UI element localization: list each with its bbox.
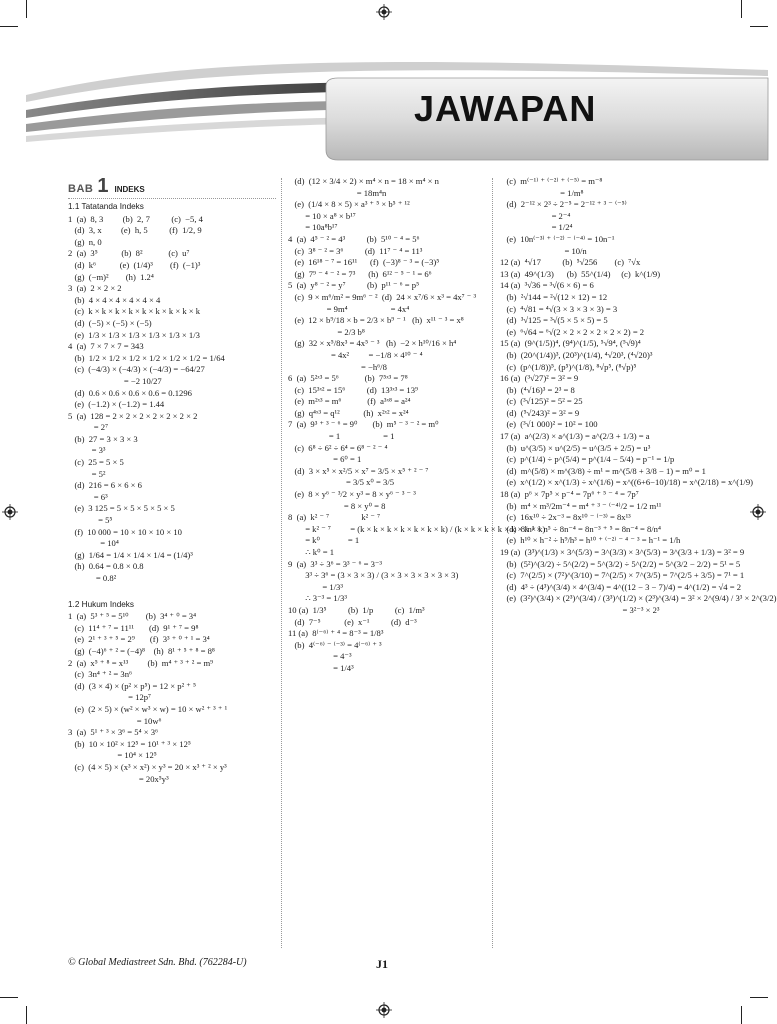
answer-line: (e) 3 125 = 5 × 5 × 5 × 5 × 5 <box>68 503 175 514</box>
answer-line: 19 (a) (3³)^(1/3) × 3^(5/3) = 3^(3/3) × 3^(5/3) = 3^(3/3 + 1/3) = 3² = 9 <box>500 547 745 557</box>
chapter-number: 1 <box>97 175 109 197</box>
answer-line: 14 (a) ³√36 = ³√(6 × 6) = 6 <box>500 280 594 291</box>
answer-line: 3 (a) 5¹ ⁺ ³ × 3⁶ = 5⁴ × 3⁶ <box>68 727 159 738</box>
answer-line: (c) 7^(2/5) × (7²)^(3/10) = 7^(2/5) × 7^(3/5) = 7^(2/5 + 3/5) = 7¹ = 1 <box>500 570 745 581</box>
answer-line: = 0.8² <box>68 573 117 583</box>
answer-line: (c) 25 = 5 × 5 <box>68 457 124 468</box>
answer-line: = 2⁻⁴ <box>500 210 571 221</box>
answer-line: (e) x^(1/2) × x^(1/3) ÷ x^(1/6) = x^((6+6−10)/18) = x^(2/18) = x^(1/9) <box>500 477 753 488</box>
crop-mark <box>0 997 18 998</box>
answer-line: (d) m^(5/8) × m^(3/8) ÷ m¹ = m^(5/8 + 3/8 − 1) = m⁰ = 1 <box>500 465 706 476</box>
answer-line: 12 (a) ⁴√17 (b) ⁵√256 (c) ⁷√x <box>500 257 641 268</box>
crop-mark <box>741 0 742 18</box>
registration-mark-top <box>376 4 392 20</box>
copyright-footer: © Global Mediastreet Sdn. Bhd. (762284-U) <box>68 957 247 968</box>
answer-line: 7 (a) 9³ ⁺ ³ ⁻ ⁶ = 9⁰ (b) m⁵ ⁻ ³ ⁻ ² = m⁰ <box>288 419 439 430</box>
answer-line: = 4⁻³ <box>288 651 352 662</box>
answer-line: (c) (−4/3) × (−4/3) × (−4/3) = −64/27 <box>68 364 205 375</box>
answer-line: 10 (a) 1/3⁵ (b) 1/p (c) 1/m³ <box>288 604 425 615</box>
answer-line: (d) 216 = 6 × 6 × 6 <box>68 480 142 491</box>
answer-line: (g) n, 0 <box>68 236 102 247</box>
answer-line: 3 (a) 2 × 2 × 2 <box>68 283 122 294</box>
answer-line: (d) (3 × 4) × (p² × p⁵) = 12 × p² ⁺ ⁵ <box>68 680 196 691</box>
answer-line: 2 (a) x⁵ ⁺ ⁸ = x¹³ (b) m⁴ ⁺ ³ ⁺ ² = m⁹ <box>68 657 214 668</box>
answer-line: (c) (p^(1/8))⁵, (p⁵)^(1/8), ⁸√p⁵, (⁸√p)⁵ <box>500 361 637 372</box>
answer-line: = 2⁷ <box>68 422 109 433</box>
crop-mark <box>750 26 768 27</box>
answer-column-1 <box>68 176 276 785</box>
column-divider <box>492 178 493 948</box>
answer-line: (d) k⁶ (e) (1/4)³ (f) (−1)³ <box>68 259 201 270</box>
answer-line: (d) 7⁻⁵ (e) x⁻¹ (d) d⁻³ <box>288 616 417 627</box>
answer-line: (c) 3⁸ ⁻ ² = 3⁶ (d) 11⁷ ⁻ ⁴ = 11³ <box>288 245 423 256</box>
answer-line: (f) 10 000 = 10 × 10 × 10 × 10 <box>68 526 182 537</box>
answer-line: = 1/2⁴ <box>500 222 573 233</box>
answer-line: (d) ³√125 = ³√(5 × 5 × 5) = 5 <box>500 315 608 326</box>
answer-line: (h) 0.64 = 0.8 × 0.8 <box>68 561 144 572</box>
answer-line: (g) (−4)⁶ ⁺ ² = (−4)⁸ (h) 8¹ ⁺ ⁵ ⁺ ⁸ = 8⁸ <box>68 645 215 656</box>
chapter-label: BAB <box>68 183 94 195</box>
answer-line: = 10⁴ <box>68 538 119 549</box>
answer-line: (e) (3²)^(3/4) × (2³)^(3/4) / (3³)^(1/2) × (2³)^(3/4) = 3² × 2^(9/4) / 3³ × 2^(3/2) <box>500 593 777 604</box>
answer-line: (d) 8/n³ × n⁵ ÷ 8n⁻⁴ = 8n⁻³ ⁺ ⁵ = 8n⁻⁴ = 8/n⁴ <box>500 523 661 534</box>
answer-line: (e) (³√1 000)² = 10² = 100 <box>500 419 598 430</box>
answer-line: 15 (a) (9^(1/5))⁴, (9⁴)^(1/5), ⁵√9⁴, (⁵√9)⁴ <box>500 338 641 349</box>
answer-line: 11 (a) 8⁽⁻⁶⁾ ⁺ ⁴ = 8⁻³ = 1/8³ <box>288 628 384 639</box>
answer-list-col3 <box>500 176 777 617</box>
answer-line: (c) ⁴√81 = ⁴√(3 × 3 × 3 × 3) = 3 <box>500 303 618 314</box>
answer-line: 1 (a) 5³ ⁺ ⁵ = 5¹⁰ (b) 3⁴ ⁺ ⁰ = 3⁴ <box>68 611 197 622</box>
answer-line: (e) 1/3 × 1/3 × 1/3 × 1/3 × 1/3 × 1/3 <box>68 329 200 340</box>
answer-line: 5 (a) y⁸ ⁻ ² = y⁷ (b) p¹¹ ⁻ ⁶ = p⁵ <box>288 280 420 291</box>
answer-line: 4 (a) 4⁵ ⁻ ² = 4³ (b) 5¹⁰ ⁻ ⁴ = 5⁶ <box>288 233 420 244</box>
answer-line: = 3²⁻³ × 2³ <box>500 604 660 615</box>
answer-line: = 5² <box>68 468 106 479</box>
answer-line: 5 (a) 128 = 2 × 2 × 2 × 2 × 2 × 2 × 2 <box>68 410 198 421</box>
answer-column-3 <box>500 176 777 617</box>
answer-line: = 6³ <box>68 491 108 502</box>
answer-line: (d) 0.6 × 0.6 × 0.6 × 0.6 = 0.1296 <box>68 387 192 398</box>
answer-line: = 1 = 1 <box>288 431 395 442</box>
answer-line: 9 (a) 3³ ÷ 3⁶ = 3³ ⁻ ⁶ = 3⁻³ <box>288 558 383 569</box>
answer-line: = 18m⁴n <box>288 187 387 198</box>
answer-line: 1 (a) 8, 3 (b) 2, 7 (c) −5, 4 <box>68 213 203 224</box>
answer-line: (d) 4³ ÷ (4³)^(3/4) × 4^(3/4) = 4^((12 − 3 − 7)/4) = 4^(1/2) = √4 = 2 <box>500 581 742 592</box>
answer-line: 2 (a) 3⁵ (b) 8² (c) u⁷ <box>68 248 190 259</box>
answer-line: (b) ²√144 = ²√(12 × 12) = 12 <box>500 291 608 302</box>
registration-mark-left <box>2 504 18 520</box>
page-title: JAWAPAN <box>414 88 597 129</box>
registration-mark-right <box>750 504 766 520</box>
section-heading: 1.1 Tatatanda Indeks <box>68 202 144 211</box>
chapter-heading <box>68 176 276 199</box>
answer-line: (d) (−5) × (−5) × (−5) <box>68 317 152 328</box>
answer-line: = 1/3³ <box>288 581 343 592</box>
crop-mark <box>750 997 768 998</box>
answer-line: (d) (12 × 3/4 × 2) × m⁴ × n = 18 × m⁴ × n <box>288 176 439 186</box>
answer-line: (c) k × k × k × k × k × k × k × k × k <box>68 306 201 317</box>
answer-line: (d) 2⁻¹² × 2³ ÷ 2⁻⁵ = 2⁻¹² ⁺ ³ ⁻ ⁽⁻⁵⁾ <box>500 199 627 210</box>
answer-line: = 3³ <box>68 445 106 456</box>
answer-line: = 1/4³ <box>288 662 354 673</box>
answer-line: (e) 16¹⁸ ⁻ ⁷ = 16¹¹ (f) (−3)⁸ ⁻ ³ = (−3)⁵ <box>288 257 440 268</box>
chapter-title: INDEKS <box>114 185 145 194</box>
answer-line: = 5⁵ <box>68 515 113 526</box>
answer-list-1-2 <box>68 611 276 785</box>
crop-mark <box>0 26 18 27</box>
answer-line: (d) (⁵√243)² = 3² = 9 <box>500 407 580 418</box>
answer-line: = k² ⁻ ⁷ = (k × k × k × k × k × k × k) / (k × k × k × k × k × k × k) <box>288 523 546 534</box>
answer-line: = −h⁶/8 <box>288 361 387 372</box>
answer-line: (d) 3, x (e) h, 5 (f) 1/2, 9 <box>68 225 202 236</box>
answer-line: = k⁰ = 1 <box>288 535 360 546</box>
answer-line: (c) (³√125)² = 5² = 25 <box>500 396 583 407</box>
answer-line: (e) 10n⁽⁻³⁾ ⁺ ⁽⁻²⁾ ⁻ ⁽⁻⁴⁾ = 10n⁻¹ <box>500 233 615 244</box>
answer-line: (e) 2¹ ⁺ ³ ⁺ ⁵ = 2⁹ (f) 3³ ⁺ ⁰ ⁺ ¹ = 3⁴ <box>68 634 210 645</box>
answer-line: = 12p⁷ <box>68 692 152 703</box>
answer-line: (e) (2 × 5) × (w² × w³ × w) = 10 × w² ⁺ ³ ⁺ ¹ <box>68 703 228 714</box>
answer-line: ∴ 3⁻³ = 1/3³ <box>288 593 347 604</box>
answer-line: 16 (a) (³√27)² = 3² = 9 <box>500 373 579 384</box>
answer-line: = 10 × a⁸ × b¹⁷ <box>288 210 356 221</box>
answer-line: = 3/5 x⁰ = 3/5 <box>288 477 394 488</box>
answer-line: 4 (a) 7 × 7 × 7 = 343 <box>68 341 144 352</box>
answer-line: (b) (5²)^(3/2) ÷ 5^(2/2) = 5^(3/2) ÷ 5^(2/2) = 5^(3/2 − 2/2) = 5¹ = 5 <box>500 558 741 569</box>
answer-line: (b) 4 × 4 × 4 × 4 × 4 × 4 <box>68 294 161 305</box>
answer-line: (e) (−1.2) × (−1.2) = 1.44 <box>68 399 165 410</box>
answer-line: (b) 1/2 × 1/2 × 1/2 × 1/2 × 1/2 × 1/2 = 1/64 <box>68 352 225 363</box>
answer-line: = −2 10/27 <box>68 375 162 386</box>
answer-line: (c) 11⁴ ⁺ ⁷ = 11¹¹ (d) 9¹ ⁺ ⁷ = 9⁸ <box>68 622 199 633</box>
answer-line: = 8 × y⁰ = 8 <box>288 500 386 511</box>
answer-line: (e) h¹⁰ × h⁻² ÷ h⁹/h³ = h¹⁰ ⁺ ⁽⁻²⁾ ⁻ ⁴ ⁻ ³ = h⁻¹ = 1/h <box>500 535 681 546</box>
answer-line: 18 (a) p⁶ × 7p⁵ × p⁻⁴ = 7p⁶ ⁺ ⁵ ⁻ ⁴ = 7p⁷ <box>500 489 639 500</box>
answer-line: = 10/n <box>500 245 587 256</box>
answer-line: (d) 3 × x⁵ × x²/5 × x⁷ = 3/5 × x⁵ ⁺ ² ⁻ ⁷ <box>288 465 429 476</box>
answer-line: (g) 1/64 = 1/4 × 1/4 × 1/4 = (1/4)³ <box>68 549 193 560</box>
answer-line: (c) 3n⁴ ⁺ ² = 3n⁶ <box>68 669 133 680</box>
answer-line: (b) (⁴√16)³ = 2³ = 8 <box>500 384 575 395</box>
answer-line: (b) 27 = 3 × 3 × 3 <box>68 433 138 444</box>
answer-line: = 9m⁴ = 4x⁴ <box>288 303 410 314</box>
answer-line: (e) (1/4 × 8 × 5) × a³ ⁺ ⁵ × b⁵ ⁺ ¹² <box>288 199 410 210</box>
answer-line: (g) q⁴ˣ³ = q¹² (h) x²ˣ² = x²⁴ <box>288 407 409 418</box>
column-divider <box>281 178 282 948</box>
answer-line: (b) u^(3/5) × u^(2/5) = u^(3/5 + 2/5) = u³ <box>500 442 651 453</box>
answer-line: (e) ⁶√64 = ⁶√(2 × 2 × 2 × 2 × 2 × 2) = 2 <box>500 326 645 337</box>
answer-line: (e) 8 × y⁶ ⁻ ³/2 × y³ = 8 × y⁶ ⁻ ³ ⁻ ³ <box>288 489 416 500</box>
crop-mark <box>26 0 27 18</box>
answer-line: 13 (a) 49^(1/3) (b) 55^(1/4) (c) k^(1/9) <box>500 268 661 279</box>
answer-line: (c) p^(1/4) ÷ p^(5/4) = p^(1/4 − 5/4) = p⁻¹ = 1/p <box>500 454 675 465</box>
crop-mark <box>26 1006 27 1024</box>
answer-line: = 10⁴ × 12⁵ <box>68 750 157 761</box>
answer-line: (c) 9 × m⁶/m² = 9m⁶ ⁻ ² (d) 24 × x⁷/6 × x³ = 4x⁷ ⁻ ³ <box>288 291 477 302</box>
answer-line: (b) (20^(1/4))³, (20³)^(1/4), ⁴√20³, (⁴√20)³ <box>500 349 653 360</box>
crop-mark <box>741 1006 742 1024</box>
header-banner <box>26 40 768 162</box>
answer-line: = 4x² = −1/8 × 4¹⁰ ⁻ ⁴ <box>288 349 423 360</box>
answer-line: (c) m⁽⁻¹⁾ ⁺ ⁽⁻²⁾ ⁺ ⁽⁻⁵⁾ = m⁻⁸ <box>500 176 603 186</box>
answer-line: (c) (4 × 5) × (x³ × x²) × y³ = 20 × x³ ⁺ ² × y³ <box>68 761 227 772</box>
answer-line: (b) m⁴ × m³/2m⁻⁴ = m⁴ ⁺ ³ ⁻ ⁽⁻⁴⁾/2 = 1/2 m¹¹ <box>500 500 662 511</box>
answer-line: = 6⁰ = 1 <box>288 454 362 465</box>
registration-mark-bottom <box>376 1002 392 1018</box>
answer-line: (c) 6⁸ ÷ 6² ÷ 6⁴ = 6⁸ ⁻ ² ⁻ ⁴ <box>288 442 388 453</box>
answer-list-1-1 <box>68 214 276 585</box>
answer-line: (b) 4⁽⁻⁶⁾ ⁻ ⁽⁻³⁾ = 4⁽⁻⁶⁾ ⁺ ³ <box>288 639 382 650</box>
section-heading: 1.2 Hukum Indeks <box>68 599 134 609</box>
answer-line: = 2/3 b⁸ <box>288 326 365 337</box>
page-number: J1 <box>376 957 388 971</box>
answer-line: 8 (a) k² ⁻ ⁷ k² ⁻ ⁷ <box>288 512 381 523</box>
answer-line: (c) 16x¹⁰ ÷ 2x⁻³ = 8x¹⁰ ⁻ ⁽⁻³⁾ = 8x¹³ <box>500 512 631 523</box>
answer-line: 17 (a) a^(2/3) × a^(1/3) = a^(2/3 + 1/3) = a <box>500 431 650 442</box>
answer-line: (b) 10 × 10² × 12⁵ = 10¹ ⁺ ³ × 12⁵ <box>68 738 191 749</box>
answer-line: (g) 32 × x⁵/8x³ = 4x⁵ ⁻ ³ (h) −2 × h¹⁰/16 × h⁴ <box>288 338 457 349</box>
answer-line: = 20x⁵y³ <box>68 773 169 784</box>
answer-line: ∴ k⁰ = 1 <box>288 547 334 557</box>
answer-line: (c) 15³ˣ² = 15⁶ (d) 13³ˣ³ = 13⁹ <box>288 384 419 395</box>
answer-line: = 10w⁶ <box>68 715 162 726</box>
answer-line: = 1/m⁸ <box>500 187 584 198</box>
answer-line: 3³ ÷ 3⁶ = (3 × 3 × 3) / (3 × 3 × 3 × 3 × 3 × 3) <box>288 570 459 581</box>
answer-line: (e) m²ˣ³ = m⁶ (f) a³ˣ⁸ = a²⁴ <box>288 396 411 407</box>
answer-line: = 10a⁸b¹⁷ <box>288 222 338 233</box>
answer-line: (g) 7⁹ ⁻ ⁴ ⁻ ² = 7³ (h) 6¹² ⁻ ⁵ ⁻ ¹ = 6⁶ <box>288 268 432 279</box>
answer-line: (e) 12 × b⁹/18 × b = 2/3 × b⁹ ⁻ ¹ (h) x¹¹ ⁻ ³ = x⁸ <box>288 315 464 326</box>
answer-line: 6 (a) 5²ˣ³ = 5⁶ (b) 7⁵ˣ³ = 7⁸ <box>288 373 408 384</box>
answer-line: (g) (−m)² (h) 1.2⁴ <box>68 271 154 282</box>
